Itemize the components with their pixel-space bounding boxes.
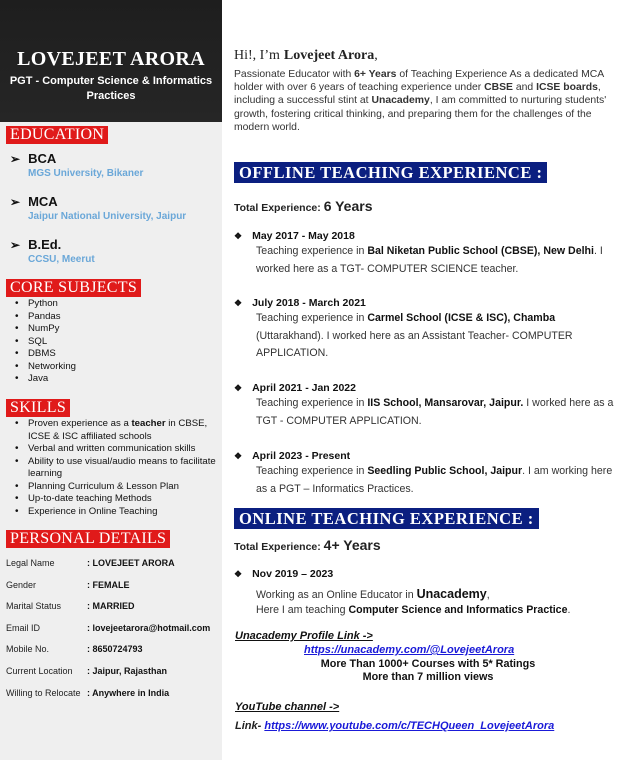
table-row: Mobile No. : 8650724793 xyxy=(6,644,143,655)
greeting: Hi!, I’m Lovejeet Arora, xyxy=(234,48,378,63)
list-item: • Python xyxy=(28,298,76,311)
degree-label: B.Ed. xyxy=(28,237,62,252)
personal-details-heading: PERSONAL DETAILS xyxy=(6,530,170,548)
main-content xyxy=(222,0,622,760)
courses-stat: More Than 1000+ Courses with 5* Ratings xyxy=(320,658,536,670)
youtube-label: YouTube channel -> xyxy=(235,701,340,713)
list-item: • NumPy xyxy=(28,323,76,336)
youtube-link-row xyxy=(235,720,554,732)
core-subjects-heading: CORE SUBJECTS xyxy=(6,279,141,297)
core-subjects-list xyxy=(28,298,76,386)
table-row: Willing to Relocate : Anywhere in India xyxy=(6,687,170,698)
personal-details-table xyxy=(6,558,218,709)
degree-label: MCA xyxy=(28,194,58,209)
education-item xyxy=(10,237,95,266)
skills-list xyxy=(28,418,218,518)
unacademy-label: Unacademy Profile Link -> xyxy=(235,630,373,642)
university-label: MGS University, Bikaner xyxy=(28,168,144,179)
table-row: Marital Status : MARRIED xyxy=(6,601,135,612)
arrow-right-icon: ➢ xyxy=(10,238,21,252)
education-item xyxy=(10,151,143,180)
list-item: • DBMS xyxy=(28,348,76,361)
arrow-right-icon: ➢ xyxy=(10,195,21,209)
profile-role: PGT - Computer Science & Informatics Practices xyxy=(9,75,213,102)
experience-item: ❖ May 2017 - May 2018 Teaching experience in Bal Niketan Public School (CBSE), New Delhi. I worked here as a TGT- COMPUTER SCIENCE teacher. xyxy=(234,230,603,275)
diamond-bullet-icon: ❖ xyxy=(234,569,243,579)
list-item: • Networking xyxy=(28,361,76,374)
views-stat: More than 7 million views xyxy=(362,671,494,683)
experience-item: ❖ April 2021 - Jan 2022 Teaching experience in IIS School, Mansarovar, Jaipur. I worked here as a TGT - COMPUTER APPLICATION. xyxy=(234,382,614,427)
education-item xyxy=(10,194,186,223)
arrow-right-icon: ➢ xyxy=(10,152,21,166)
list-item: • Ability to use visual/audio means to facilitate learning xyxy=(28,456,218,481)
table-row: Gender : FEMALE xyxy=(6,579,130,590)
experience-item: ❖ July 2018 - March 2021 Teaching experience in Carmel School (ICSE & ISC), Chamba (Uttarakhand). I worked here as an Assistant Teacher- COMPUTER APPLICATION. xyxy=(234,297,573,359)
list-item: • SQL xyxy=(28,336,76,349)
offline-total-experience: Total Experience: 6 Years xyxy=(234,198,373,214)
experience-item: ❖ April 2023 - Present Teaching experience in Seedling Public School, Jaipur. I am working here as a PGT – Informatics Practices. xyxy=(234,450,613,495)
list-item: • Java xyxy=(28,373,76,386)
table-row: Email ID : lovejeetarora@hotmail.com xyxy=(6,622,211,633)
list-item: • Up-to-date teaching Methods xyxy=(28,493,218,506)
list-item: • Verbal and written communication skills xyxy=(28,443,218,456)
online-experience-heading: ONLINE TEACHING EXPERIENCE : xyxy=(234,508,539,529)
online-total-experience: Total Experience: 4+ Years xyxy=(234,537,381,553)
table-row: Current Location : Jaipur, Rajasthan xyxy=(6,665,168,676)
profile-header xyxy=(0,0,222,122)
list-item: • Planning Curriculum & Lesson Plan xyxy=(28,481,218,494)
diamond-bullet-icon: ❖ xyxy=(234,451,243,461)
list-item: • Proven experience as a teacher in CBSE, ICSE & ISC affiliated schools xyxy=(28,418,218,443)
education-heading: EDUCATION xyxy=(6,126,108,144)
sidebar xyxy=(0,0,222,760)
table-row: Legal Name : LOVEJEET ARORA xyxy=(6,558,175,568)
list-item: • Experience in Online Teaching xyxy=(28,506,218,519)
diamond-bullet-icon: ❖ xyxy=(234,383,243,393)
diamond-bullet-icon: ❖ xyxy=(234,298,243,308)
intro-paragraph: Passionate Educator with 6+ Years of Teaching Experience As a dedicated MCA holder with over 6 years of teaching experience under CBSE and ICSE boards, including a successful stint at Unacademy, I am committed to nurturing students' growth, fostering critical thinking, and preparing them for the challenges of the modern world. xyxy=(234,69,607,133)
profile-name: LOVEJEET ARORA xyxy=(17,48,205,70)
university-label: Jaipur National University, Jaipur xyxy=(28,211,187,222)
degree-label: BCA xyxy=(28,151,57,166)
diamond-bullet-icon: ❖ xyxy=(234,231,243,241)
skills-heading: SKILLS xyxy=(6,399,70,417)
list-item: • Pandas xyxy=(28,311,76,324)
offline-experience-heading: OFFLINE TEACHING EXPERIENCE : xyxy=(234,162,547,183)
unacademy-profile-link[interactable]: https://unacademy.com/@LovejeetArora xyxy=(304,644,515,656)
university-label: CCSU, Meerut xyxy=(28,254,95,265)
youtube-channel-link[interactable]: https://www.youtube.com/c/TECHQueen_LovejeetArora xyxy=(264,720,555,732)
youtube-link-prefix: Link- xyxy=(235,720,265,732)
experience-item: ❖ Nov 2019 – 2023 Working as an Online Educator in Unacademy, Here I am teaching Computer Science and Informatics Practice. xyxy=(234,568,571,616)
